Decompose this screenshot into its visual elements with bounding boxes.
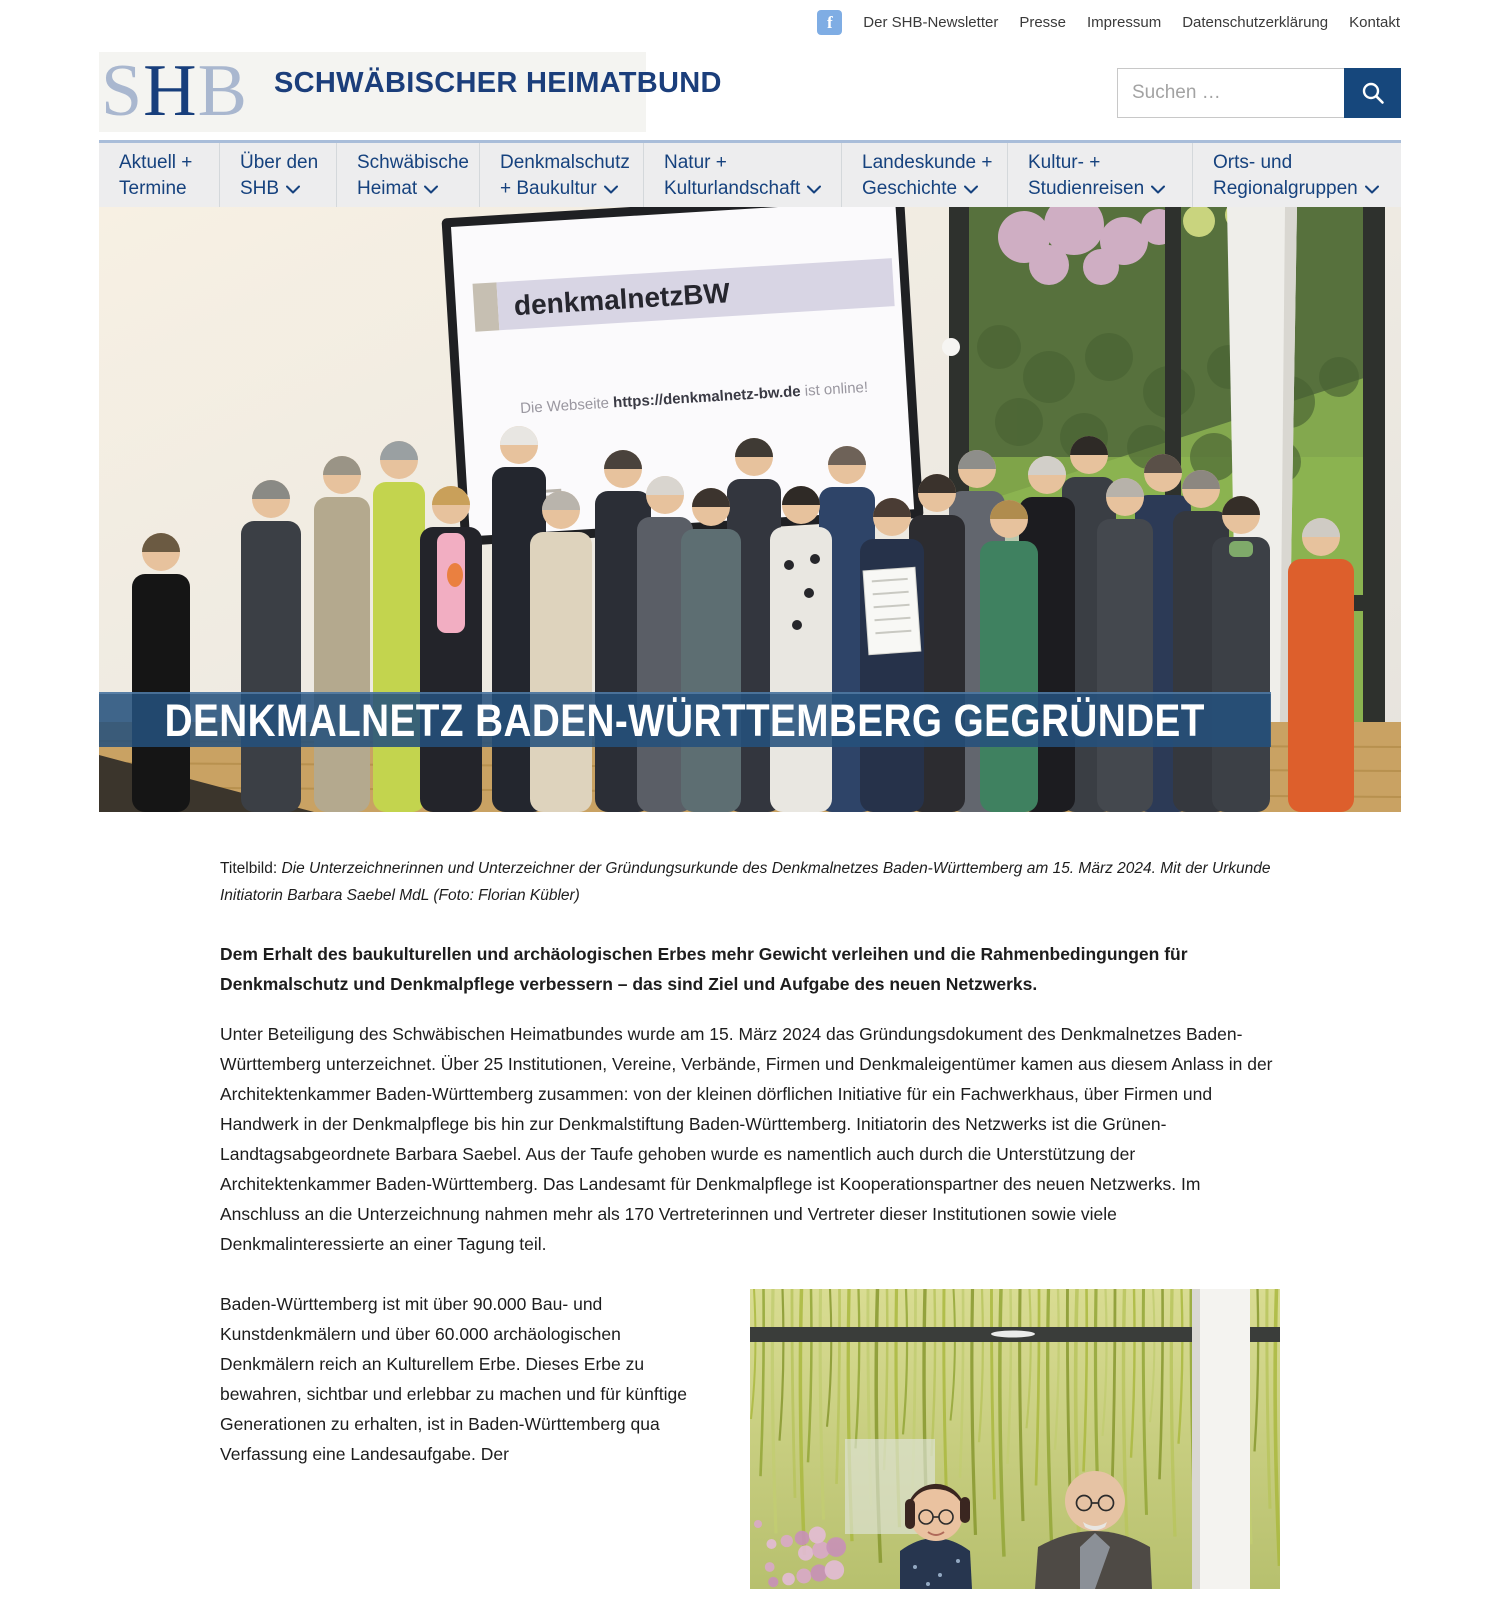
nav-label: + Baukultur (500, 178, 597, 199)
article-body (220, 855, 1280, 1469)
person (1212, 496, 1270, 812)
main-nav (99, 140, 1401, 207)
nav-label: Über den (240, 152, 319, 173)
nav-label: Kulturlandschaft (664, 178, 801, 199)
nav-item-aktuell-termine[interactable] (99, 143, 220, 207)
nav-item-denkmalschutz-baukultur[interactable] (480, 143, 644, 207)
nav-label: SHB (240, 178, 280, 199)
topbar-link-kontakt[interactable]: Kontakt (1349, 14, 1400, 31)
image-caption (220, 855, 1280, 909)
nav-label: Schwäbische (357, 152, 469, 173)
site-name: SCHWÄBISCHER HEIMATBUND (273, 67, 722, 99)
nav-label: Heimat (357, 178, 418, 199)
topbar-link-datenschutz[interactable]: Datenschutzerklärung (1182, 14, 1329, 31)
search-icon (1360, 80, 1386, 106)
screen-line: Die Webseite https://denkmalnetz-bw.de ist online! (519, 378, 869, 418)
article-paragraph-1: Unter Beteiligung des Schwäbischen Heimatbundes wurde am 15. März 2024 das Gründungsdokument des Denkmalnetzes Baden-Württemberg unterzeichnet. Über 25 Institutionen, Vereine, Verbände, Firmen und Denkmaleigentümer kamen aus diesem Anlass in der Architektenkammer Baden-Württemberg zusammen: von der kleinen dörflichen Initiative für ein Fachwerkhaus, über Firmen und Handwerk in der Denkmalpflege bis hin zur Denkmalstiftung Baden-Württemberg. Initiatorin des Netzwerks ist die Grünen-Landtagsabgeordnete Barbara Saebel. Aus der Taufe gehoben wurde es namentlich auch durch die Unterstützung der Architektenkammer Baden-Württemberg. Das Landesamt für Denkmalpflege ist Kooperationspartner des neuen Netzwerks. Im Anschluss an die Unterzeichnung nahmen mehr als 170 Vertreterinnen und Vertreter dieser Institutionen sowie viele Denkmalinteressierte an einer Tagung teil. (220, 1024, 1273, 1254)
article-section-2 (220, 1289, 1280, 1469)
article-paragraph-2: Baden-Württemberg ist mit über 90.000 Bau- und Kunstdenkmälern und über 60.000 archäologischen Denkmälern reich an Kulturellem Erbe. Dieses Erbe zu bewahren, sichtbar und erlebbar zu machen und für künftige Generationen zu erhalten, ist in Baden-Württemberg qua Verfassung eine Landesaufgabe. Der (220, 1294, 687, 1464)
logo-monogram: SHB (101, 50, 248, 132)
page-title: DENKMALNETZ BADEN-WÜRTTEMBERG GEGRÜNDET (164, 694, 1206, 746)
hero-image (99, 207, 1401, 812)
person (373, 441, 425, 812)
nav-label: Aktuell + (119, 152, 193, 173)
nav-item-kultur-studienreisen[interactable] (1008, 143, 1193, 207)
person (530, 491, 592, 812)
caption-text: Die Unterzeichnerinnen und Unterzeichner der Gründungsurkunde des Denkmalnetzes Baden-Württemberg am 15. März 2024. Mit der Urkunde Initiatorin Barbara Saebel MdL (Foto: Florian Kübler) (220, 860, 1271, 904)
person (241, 480, 301, 812)
chevron-down-icon (424, 176, 438, 202)
site-search (1117, 68, 1401, 118)
topbar-link-newsletter[interactable]: Der SHB-Newsletter (863, 14, 999, 31)
person (770, 486, 832, 812)
person (860, 498, 924, 812)
topbar-link-presse[interactable]: Presse (1019, 14, 1067, 31)
chevron-down-icon (1365, 176, 1379, 202)
chevron-down-icon (286, 176, 300, 202)
nav-item-natur-kulturlandschaft[interactable] (644, 143, 842, 207)
signing-photo-illustration (750, 1289, 1280, 1589)
person (681, 488, 741, 812)
search-button[interactable] (1344, 68, 1401, 118)
site-header (99, 45, 1401, 140)
nav-label: Termine (119, 178, 187, 199)
nav-label: Denkmalschutz (500, 152, 630, 173)
nav-item-orts-regionalgruppen[interactable] (1193, 143, 1391, 207)
nav-label: Geschichte (862, 178, 958, 199)
nav-item-landeskunde-geschichte[interactable] (842, 143, 1008, 207)
nav-label: Orts- und (1213, 152, 1293, 173)
nav-label: Studienreisen (1028, 178, 1145, 199)
topbar-link-impressum[interactable]: Impressum (1087, 14, 1162, 31)
screen-title: denkmalnetzBW (512, 277, 731, 322)
nav-label: Natur + (664, 152, 727, 173)
search-input[interactable] (1117, 68, 1344, 118)
chevron-down-icon (964, 176, 978, 202)
nav-label: Kultur- + (1028, 152, 1101, 173)
person (1097, 478, 1153, 812)
person (420, 486, 482, 812)
nav-item-ueber-den-shb[interactable] (220, 143, 337, 207)
facebook-icon[interactable]: f (817, 10, 842, 35)
person (980, 500, 1038, 812)
person (1288, 518, 1354, 812)
article-intro: Dem Erhalt des baukulturellen und archäologischen Erbes mehr Gewicht verleihen und die Rahmenbedingungen für Denkmalschutz und Denkmalpflege verbessern – das sind Ziel und Aufgabe des neuen Netzwerks. (220, 944, 1188, 994)
chevron-down-icon (807, 176, 821, 202)
chevron-down-icon (604, 176, 618, 202)
nav-label: Regionalgruppen (1213, 178, 1358, 199)
hero-title-banner (99, 692, 1271, 747)
person (132, 533, 190, 812)
site-logo[interactable] (99, 50, 722, 132)
caption-label: Titelbild: (220, 860, 278, 877)
nav-label: Landeskunde + (862, 152, 993, 173)
person (314, 456, 370, 812)
chevron-down-icon (1151, 176, 1165, 202)
utility-bar (0, 0, 1500, 45)
nav-item-schwaebische-heimat[interactable] (337, 143, 480, 207)
